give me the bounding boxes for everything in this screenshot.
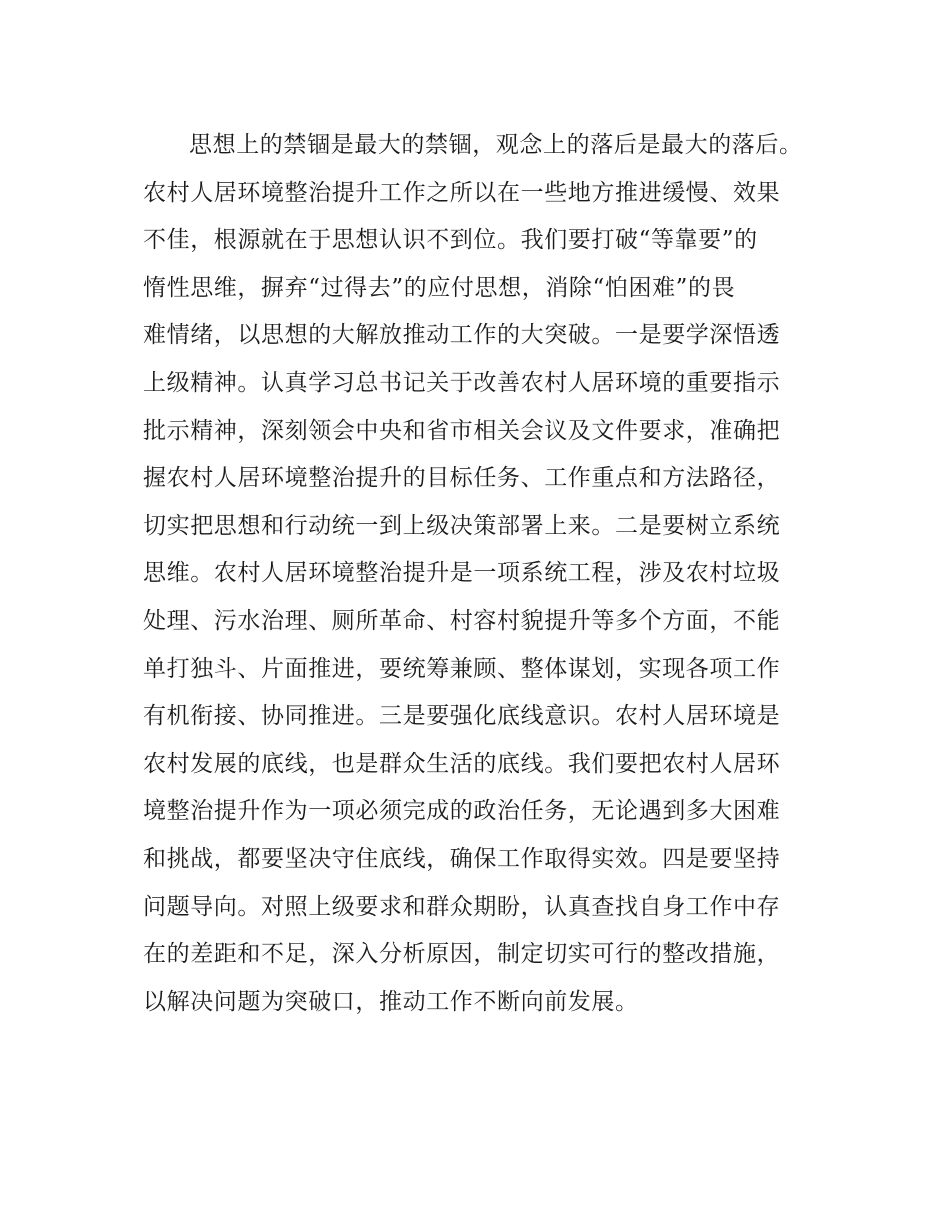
paragraph-line: 在的差距和不足，深入分析原因，制定切实可行的整改措施， bbox=[143, 941, 781, 968]
paragraph-line: 上级精神。认真学习总书记关于改善农村人居环境的重要指示 bbox=[143, 369, 781, 396]
paragraph-line: 农村发展的底线，也是群众生活的底线。我们要把农村人居环 bbox=[143, 750, 781, 777]
paragraph-line: 和挑战，都要坚决守住底线，确保工作取得实效。四是要坚持 bbox=[143, 845, 781, 872]
paragraph-line: 握农村人居环境整治提升的目标任务、工作重点和方法路径， bbox=[143, 465, 781, 492]
paragraph-line: 以解决问题为突破口，推动工作不断向前发展。 bbox=[143, 988, 639, 1015]
paragraph-line: 农村人居环境整治提升工作之所以在一些地方推进缓慢、效果 bbox=[143, 179, 781, 206]
paragraph-line: 批示精神，深刻领会中央和省市相关会议及文件要求，准确把 bbox=[143, 417, 781, 444]
paragraph-line: 问题导向。对照上级要求和群众期盼，认真查找自身工作中存 bbox=[143, 893, 781, 920]
paragraph-line: 切实把思想和行动统一到上级决策部署上来。二是要树立系统 bbox=[143, 512, 781, 539]
paragraph-line: 思想上的禁锢是最大的禁锢，观念上的落后是最大的落后。 bbox=[189, 132, 803, 158]
paragraph-line: 思维。农村人居环境整治提升是一项系统工程，涉及农村垃圾 bbox=[143, 560, 781, 587]
body-paragraph bbox=[143, 122, 833, 1026]
paragraph-line: 难情绪，以思想的大解放推动工作的大突破。一是要学深悟透 bbox=[143, 322, 781, 349]
paragraph-line: 境整治提升作为一项必须完成的政治任务，无论遇到多大困难 bbox=[143, 798, 781, 825]
paragraph-line: 有机衔接、协同推进。三是要强化底线意识。农村人居环境是 bbox=[143, 703, 781, 730]
paragraph-line: 单打独斗、片面推进，要统筹兼顾、整体谋划，实现各项工作 bbox=[143, 655, 781, 682]
paragraph-line: 处理、污水治理、厕所革命、村容村貌提升等多个方面，不能 bbox=[143, 607, 781, 634]
paragraph-line: 不佳，根源就在于思想认识不到位。我们要打破“等靠要”的 bbox=[143, 227, 758, 254]
paragraph-line: 惰性思维，摒弃“过得去”的应付思想，消除“怕困难”的畏 bbox=[143, 274, 736, 301]
